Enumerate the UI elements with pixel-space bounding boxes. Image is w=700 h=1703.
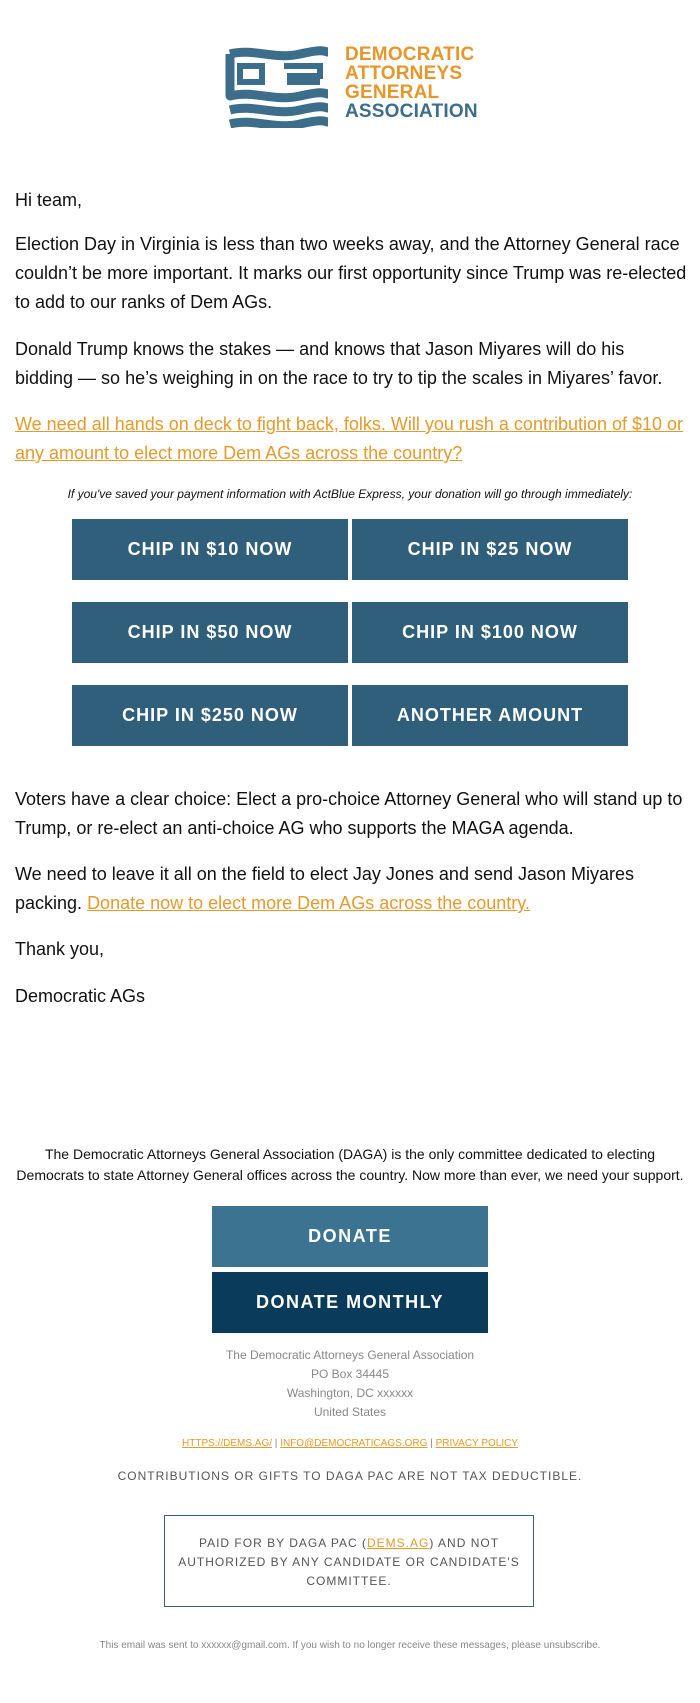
paid-for-box bbox=[164, 1515, 534, 1607]
donate-monthly-button[interactable]: DONATE MONTHLY bbox=[212, 1272, 488, 1333]
logo-wordmark bbox=[345, 45, 478, 121]
mailing-address bbox=[0, 1346, 700, 1422]
address-city: Washington, DC xxxxxx bbox=[286, 1386, 414, 1400]
logo-line-2: ATTORNEYS bbox=[345, 63, 463, 84]
tax-disclaimer: CONTRIBUTIONS OR GIFTS TO DAGA PAC ARE NOT TAX DEDUCTIBLE. bbox=[117, 1469, 583, 1483]
logo-line-4: ASSOCIATION bbox=[345, 101, 478, 122]
paragraph-3 bbox=[15, 785, 687, 843]
paragraph-1 bbox=[15, 230, 687, 317]
paragraph-1-text: Election Day in Virginia is less than two weeks away, and the Attorney General race couldn’t be more important. It marks our first opportunity since Trump was re-elected to add to our ranks of Dem AGs. bbox=[15, 234, 687, 312]
privacy-policy-link[interactable]: PRIVACY POLICY bbox=[435, 1438, 518, 1449]
signature-text: Democratic AGs bbox=[15, 986, 146, 1006]
greeting-text: Hi team, bbox=[15, 190, 83, 210]
chip-in-250-button[interactable]: CHIP IN $250 NOW bbox=[72, 685, 348, 746]
email-link[interactable]: INFO@DEMOCRATICAGS.ORG bbox=[280, 1438, 428, 1449]
donate-now-link[interactable]: Donate now to elect more Dem AGs across the country. bbox=[87, 893, 530, 913]
flag-logo-icon bbox=[224, 46, 332, 128]
paragraph-2-text: Donald Trump knows the stakes — and knows that Jason Miyares will do his bidding — so he’s weighing in on the race to try to tip the scales in Miyares’ favor. bbox=[15, 339, 663, 388]
website-link[interactable]: HTTPS://DEMS.AG/ bbox=[182, 1438, 273, 1449]
chip-in-100-button[interactable]: CHIP IN $100 NOW bbox=[352, 602, 628, 663]
closing bbox=[15, 935, 687, 964]
another-amount-button[interactable]: ANOTHER AMOUNT bbox=[352, 685, 628, 746]
paragraph-4-text: We need to leave it all on the field to elect Jay Jones and send Jason Miyares packing. bbox=[15, 864, 635, 913]
signature bbox=[15, 982, 687, 1011]
footer-blurb: The Democratic Attorneys General Association (DAGA) is the only committee dedicated to electing Democrats to state Attorney General offices across the country. Now more than ever, we need your support. bbox=[16, 1146, 684, 1183]
cta-paragraph bbox=[15, 410, 687, 468]
paragraph-3-text: Voters have a clear choice: Elect a pro-choice Attorney General who will stand up to Trump, or re-elect an anti-choice AG who supports the MAGA agenda. bbox=[15, 789, 683, 838]
daga-logo[interactable] bbox=[0, 38, 700, 138]
actblue-express-note: If you've saved your payment information with ActBlue Express, your donation will go through immediately: bbox=[67, 487, 633, 501]
link-separator: | bbox=[274, 1438, 278, 1449]
link-separator: | bbox=[430, 1438, 433, 1449]
unsubscribe-note[interactable]: This email was sent to xxxxxx@gmail.com. If you wish to no longer receive these messages, please unsubscribe. bbox=[99, 1640, 601, 1651]
paragraph-4 bbox=[15, 860, 687, 918]
footer-links bbox=[0, 1438, 700, 1449]
address-country: United States bbox=[313, 1405, 387, 1419]
paragraph-2 bbox=[15, 335, 687, 393]
paid-for-site-link[interactable]: DEMS.AG bbox=[367, 1536, 430, 1550]
paid-for-after: ) AND NOT AUTHORIZED BY ANY CANDIDATE OR CANDIDATE'S COMMITTEE. bbox=[178, 1536, 520, 1588]
logo-line-1: DEMOCRATIC bbox=[345, 44, 475, 65]
chip-in-10-button[interactable]: CHIP IN $10 NOW bbox=[72, 519, 348, 580]
closing-text: Thank you, bbox=[15, 939, 105, 959]
greeting bbox=[15, 186, 687, 215]
address-org: The Democratic Attorneys General Association bbox=[225, 1348, 475, 1362]
paid-for-before: PAID FOR BY DAGA PAC ( bbox=[198, 1536, 368, 1550]
logo-line-3: GENERAL bbox=[345, 82, 440, 103]
chip-in-25-button[interactable]: CHIP IN $25 NOW bbox=[352, 519, 628, 580]
donate-button[interactable]: DONATE bbox=[212, 1206, 488, 1267]
cta-donate-link[interactable]: We need all hands on deck to fight back, folks. Will you rush a contribution of $10 or any amount to elect more Dem AGs across the country? bbox=[15, 414, 684, 463]
chip-in-50-button[interactable]: CHIP IN $50 NOW bbox=[72, 602, 348, 663]
address-pobox: PO Box 34445 bbox=[310, 1367, 390, 1381]
